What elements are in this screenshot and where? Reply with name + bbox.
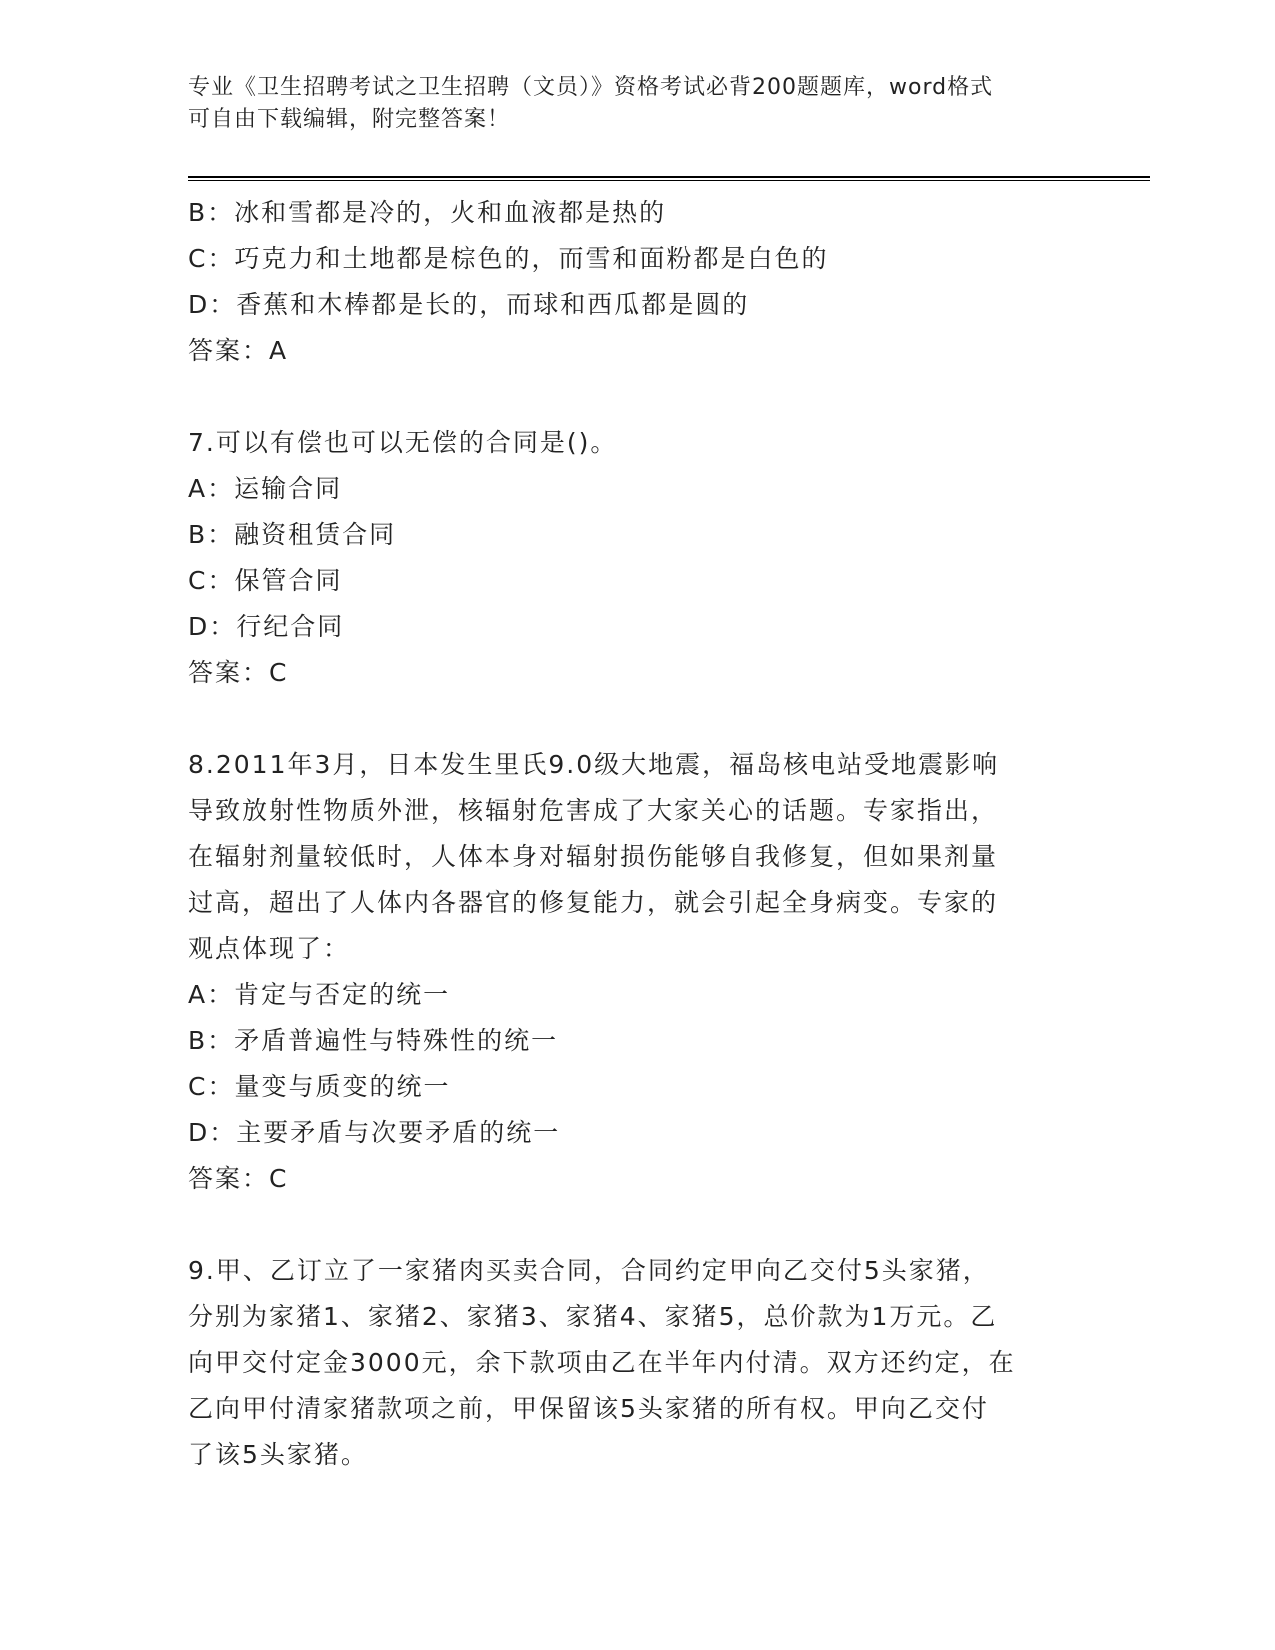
header-title-line-1: 专业《卫生招聘考试之卫生招聘（文员）》资格考试必背200题题库，word格式 [188, 75, 994, 100]
question-6-option-d: D：香蕉和木棒都是长的，而球和西瓜都是圆的 [188, 290, 750, 319]
question-8-option-b: B：矛盾普遍性与特殊性的统一 [188, 1026, 559, 1055]
document-body [188, 190, 1088, 1478]
question-8-answer: 答案：C [188, 1164, 289, 1193]
question-8-stem-line: 导致放射性物质外泄，核辐射危害成了大家关心的话题。专家指出， [188, 796, 999, 825]
question-9-stem-line: 分别为家猪1、家猪2、家猪3、家猪4、家猪5，总价款为1万元。乙 [188, 1302, 998, 1331]
question-6-option-b: B：冰和雪都是冷的，火和血液都是热的 [188, 198, 667, 227]
question-spacer [188, 696, 1088, 742]
question-9-block [188, 1248, 1088, 1478]
question-7-stem: 7.可以有偿也可以无偿的合同是()。 [188, 428, 618, 457]
question-8-option-a: A：肯定与否定的统一 [188, 980, 451, 1009]
question-9-stem-line: 向甲交付定金3000元，余下款项由乙在半年内付清。双方还约定，在 [188, 1348, 1016, 1377]
question-9-stem-line: 乙向甲付清家猪款项之前，甲保留该5头家猪的所有权。甲向乙交付 [188, 1394, 989, 1423]
header-divider [188, 176, 1150, 181]
question-spacer [188, 374, 1088, 420]
question-8-block [188, 742, 1088, 1202]
question-7-answer: 答案：C [188, 658, 289, 687]
question-8-stem-line: 8.2011年3月，日本发生里氏9.0级大地震，福岛核电站受地震影响 [188, 750, 1000, 779]
question-8-stem-line: 观点体现了： [188, 934, 351, 963]
question-8-option-d: D：主要矛盾与次要矛盾的统一 [188, 1118, 561, 1147]
question-spacer [188, 1202, 1088, 1248]
question-7-option-d: D：行纪合同 [188, 612, 345, 641]
question-8-stem-line: 过高，超出了人体内各器官的修复能力，就会引起全身病变。专家的 [188, 888, 999, 917]
question-9-stem-line: 了该5头家猪。 [188, 1440, 368, 1469]
question-6-option-c: C：巧克力和土地都是棕色的，而雪和面粉都是白色的 [188, 244, 829, 273]
question-6-answer: 答案：A [188, 336, 289, 365]
question-8-option-c: C：量变与质变的统一 [188, 1072, 451, 1101]
question-7-block [188, 420, 1088, 696]
question-8-stem-line: 在辐射剂量较低时，人体本身对辐射损伤能够自我修复，但如果剂量 [188, 842, 999, 871]
question-7-option-a: A：运输合同 [188, 474, 343, 503]
header-title-line-2: 可自由下载编辑，附完整答案！ [188, 107, 511, 132]
page-header [188, 72, 1088, 136]
question-9-stem-line: 9.甲、乙订立了一家猪肉买卖合同，合同约定甲向乙交付5头家猪， [188, 1256, 990, 1285]
question-6-block [188, 190, 1088, 374]
question-7-option-c: C：保管合同 [188, 566, 343, 595]
question-7-option-b: B：融资租赁合同 [188, 520, 397, 549]
